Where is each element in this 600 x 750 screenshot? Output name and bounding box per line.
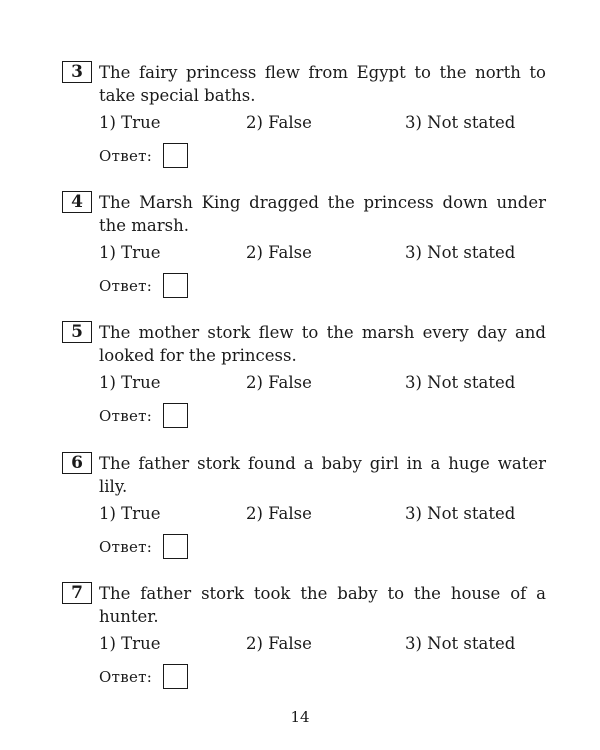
question-number: 7 bbox=[62, 582, 92, 604]
option-false: 2) False bbox=[246, 373, 312, 392]
answer-label: Ответ: bbox=[99, 538, 153, 556]
answer-box[interactable] bbox=[163, 534, 188, 559]
option-false: 2) False bbox=[246, 243, 312, 262]
answer-options bbox=[99, 373, 546, 395]
question-text: The father stork took the baby to the house of a hunter. bbox=[99, 584, 546, 626]
question-number: 3 bbox=[62, 61, 92, 83]
answer-box[interactable] bbox=[163, 403, 188, 428]
question-number: 5 bbox=[62, 321, 92, 343]
option-not-stated: 3) Not stated bbox=[405, 243, 516, 262]
option-not-stated: 3) Not stated bbox=[405, 373, 516, 392]
answer-options bbox=[99, 243, 546, 265]
answer-label: Ответ: bbox=[99, 668, 153, 686]
answer-options bbox=[99, 113, 546, 135]
option-true: 1) True bbox=[99, 113, 161, 132]
option-not-stated: 3) Not stated bbox=[405, 113, 516, 132]
answer-label: Ответ: bbox=[99, 147, 153, 165]
option-true: 1) True bbox=[99, 634, 161, 653]
option-true: 1) True bbox=[99, 504, 161, 523]
question-text: The Marsh King dragged the princess down under the marsh. bbox=[99, 193, 546, 235]
answer-box[interactable] bbox=[163, 273, 188, 298]
option-false: 2) False bbox=[246, 504, 312, 523]
option-false: 2) False bbox=[246, 634, 312, 653]
question-text: The mother stork flew to the marsh every day and looked for the princess. bbox=[99, 323, 546, 365]
question-text: The father stork found a baby girl in a huge water lily. bbox=[99, 454, 546, 496]
answer-options bbox=[99, 504, 546, 526]
question-number: 4 bbox=[62, 191, 92, 213]
answer-box[interactable] bbox=[163, 143, 188, 168]
option-true: 1) True bbox=[99, 243, 161, 262]
answer-box[interactable] bbox=[163, 664, 188, 689]
answer-options bbox=[99, 634, 546, 656]
question-number: 6 bbox=[62, 452, 92, 474]
page-number: 14 bbox=[290, 708, 310, 726]
question-text: The fairy princess flew from Egypt to the north to take special baths. bbox=[99, 63, 546, 105]
option-not-stated: 3) Not stated bbox=[405, 504, 516, 523]
option-false: 2) False bbox=[246, 113, 312, 132]
option-not-stated: 3) Not stated bbox=[405, 634, 516, 653]
answer-label: Ответ: bbox=[99, 277, 153, 295]
answer-label: Ответ: bbox=[99, 407, 153, 425]
option-true: 1) True bbox=[99, 373, 161, 392]
